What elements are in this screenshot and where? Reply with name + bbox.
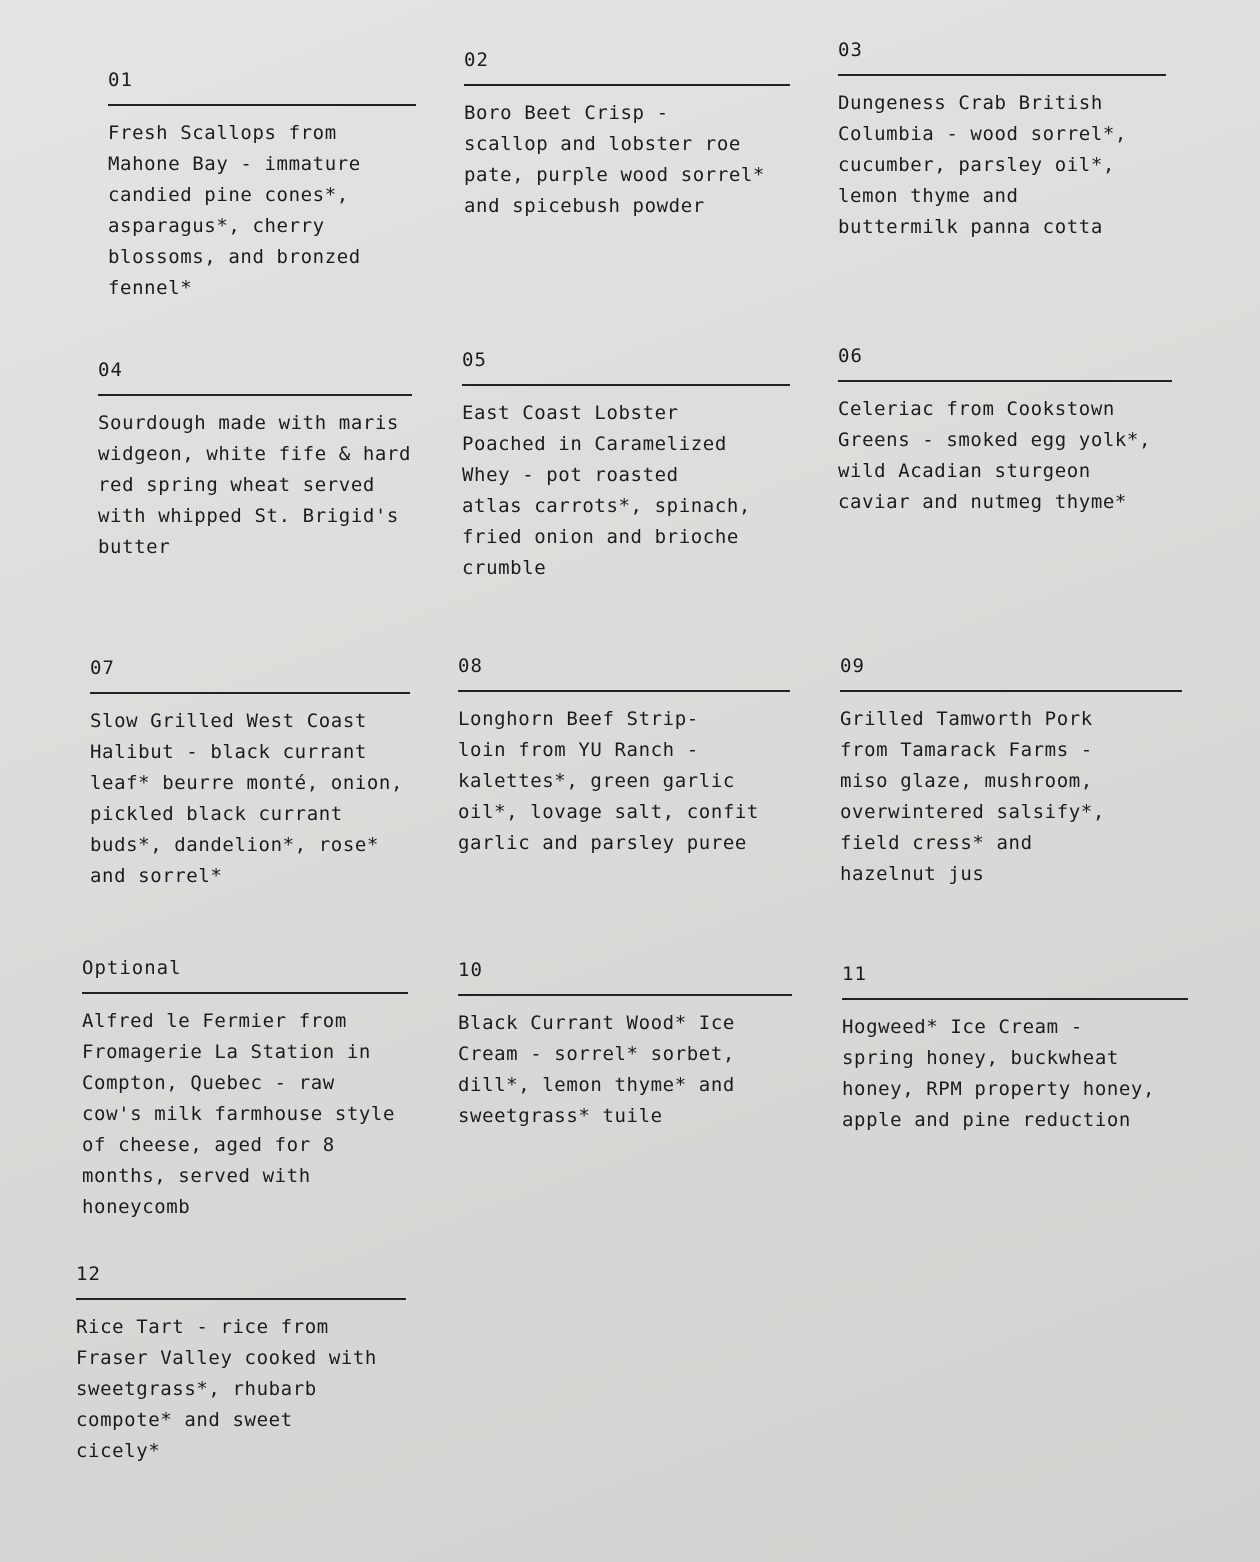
course-10 [458,956,792,1132]
course-description: Celeriac from Cookstown Greens - smoked egg yolk*, wild Acadian sturgeon caviar and nutmeg thyme* [838,398,1152,513]
course-number: 05 [462,349,487,371]
course-description: Longhorn Beef Strip- loin from YU Ranch - kalettes*, green garlic oil*, lovage salt, confit garlic and parsley puree [458,708,759,854]
course-description: East Coast Lobster Poached in Caramelized Whey - pot roasted atlas carrots*, spinach, fried onion and brioche crumble [462,402,751,579]
course-09 [840,652,1182,890]
course-05 [462,346,790,584]
divider-rule [462,384,790,386]
divider-rule [458,994,792,996]
course-optional [82,954,408,1223]
course-description: Alfred le Fermier from Fromagerie La Station in Compton, Quebec - raw cow's milk farmhouse style of cheese, aged for 8 months, served with honeycomb [82,1010,396,1218]
course-02 [464,46,790,222]
course-number: 03 [838,39,863,61]
course-number: 09 [840,655,865,677]
course-number: 08 [458,655,483,677]
divider-rule [82,992,408,994]
course-number: 02 [464,49,489,71]
divider-rule [842,998,1188,1000]
divider-rule [108,104,416,106]
divider-rule [98,394,412,396]
course-description: Dungeness Crab British Columbia - wood sorrel*, cucumber, parsley oil*, lemon thyme and buttermilk panna cotta [838,92,1127,238]
divider-rule [90,692,410,694]
divider-rule [840,690,1182,692]
course-description: Black Currant Wood* Ice Cream - sorrel* sorbet, dill*, lemon thyme* and sweetgrass* tuile [458,1012,735,1127]
course-description: Rice Tart - rice from Fraser Valley cooked with sweetgrass*, rhubarb compote* and sweet cicely* [76,1316,377,1462]
course-number: 07 [90,657,115,679]
course-number: 12 [76,1263,101,1285]
divider-rule [458,690,790,692]
course-number: 06 [838,345,863,367]
course-description: Sourdough made with maris widgeon, white fife & hard red spring wheat served with whipped St. Brigid's butter [98,412,412,558]
course-description: Slow Grilled West Coast Halibut - black currant leaf* beurre monté, onion, pickled black currant buds*, dandelion*, rose* and sorrel* [90,710,404,887]
course-description: Fresh Scallops from Mahone Bay - immature candied pine cones*, asparagus*, cherry blossoms, and bronzed fennel* [108,122,361,299]
course-description: Hogweed* Ice Cream - spring honey, buckwheat honey, RPM property honey, apple and pine reduction [842,1016,1156,1131]
course-number: 01 [108,69,133,91]
course-04 [98,356,412,563]
course-description: Grilled Tamworth Pork from Tamarack Farms - miso glaze, mushroom, overwintered salsify*, field cress* and hazelnut jus [840,708,1105,885]
divider-rule [838,380,1172,382]
course-12 [76,1260,406,1467]
divider-rule [464,84,790,86]
course-07 [90,654,410,892]
course-01 [108,66,416,304]
course-number: Optional [82,957,182,979]
course-number: 11 [842,963,867,985]
course-03 [838,36,1166,243]
divider-rule [76,1298,406,1300]
course-11 [842,960,1188,1136]
course-08 [458,652,790,859]
course-description: Boro Beet Crisp - scallop and lobster roe pate, purple wood sorrel* and spicebush powder [464,102,765,217]
course-06 [838,342,1172,518]
divider-rule [838,74,1166,76]
course-number: 04 [98,359,123,381]
course-number: 10 [458,959,483,981]
